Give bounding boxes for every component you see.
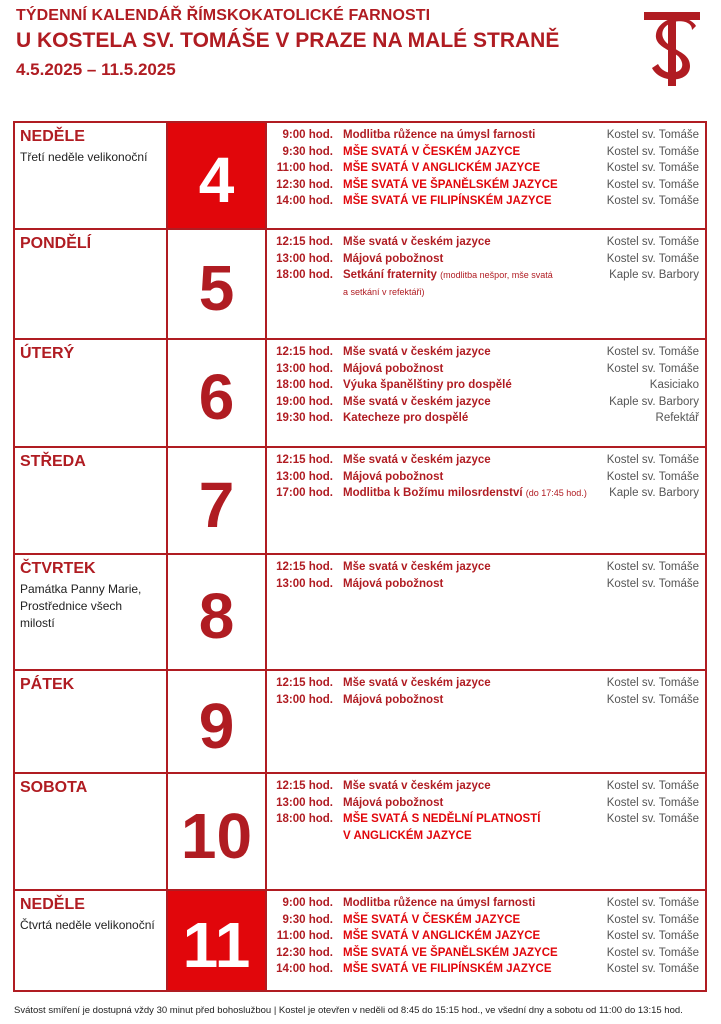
event-title-text: Setkání fraternity [343, 269, 437, 281]
event-item [273, 361, 699, 378]
event-title [343, 452, 491, 469]
day-name: STŘEDA [20, 453, 86, 470]
event-time: 9:30 hod. [282, 145, 333, 158]
event-title-text: MŠE SVATÁ V ČESKÉM JAZYCE [343, 145, 521, 158]
day-info [15, 555, 168, 669]
event-time: 12:15 hod. [276, 236, 333, 248]
event-title [343, 344, 491, 361]
event-title-text: Mše svatá v českém jazyce [343, 454, 491, 466]
event-time: 12:30 hod. [276, 946, 333, 959]
day-note: Památka Panny Marie, Prostřednice všech milostí [20, 582, 142, 630]
event-list [267, 555, 705, 669]
event-title-text: MŠE SVATÁ VE ŠPANĚLSKÉM JAZYCE [343, 946, 558, 959]
event-time: 14:00 hod. [276, 195, 333, 207]
event-title-text: MŠE SVATÁ V ANGLICKÉM JAZYCE [343, 930, 541, 942]
day-number: 10 [180, 799, 253, 872]
event-location: Kostel sv. Tomáše [606, 129, 699, 141]
day-number: 11 [182, 908, 251, 981]
event-time: 12:15 hod. [276, 780, 333, 792]
event-time: 18:00 hod. [276, 379, 333, 391]
day-info [15, 671, 168, 772]
event-title-text: Mše svatá v českém jazyce [343, 236, 491, 248]
day-info [15, 340, 168, 446]
event-time: 13:00 hod. [276, 470, 333, 483]
event-location: Kostel sv. Tomáše [606, 561, 699, 573]
event-location: Kostel sv. Tomáše [606, 946, 699, 959]
event-title [343, 251, 443, 268]
event-title-text: Mše svatá v českém jazyce [343, 346, 491, 358]
day-name: PÁTEK [20, 676, 75, 693]
event-title-text: Májová pobožnost [343, 693, 444, 706]
event-title [343, 692, 443, 709]
event-item [273, 559, 699, 576]
day-number: 7 [198, 468, 235, 541]
event-title [343, 469, 443, 486]
day-info [15, 774, 168, 889]
event-item [273, 675, 699, 692]
day-number-cell [168, 671, 267, 772]
event-item [273, 193, 699, 210]
day-info [15, 448, 168, 553]
event-item [273, 234, 699, 251]
event-title [343, 928, 540, 945]
event-item [273, 344, 699, 361]
event-item [273, 394, 699, 411]
event-time: 19:00 hod. [276, 395, 333, 408]
footer-note: Svátost smíření je dostupná vždy 30 minut před bohoslužbou | Kostel je otevřen v neděli od 8:45 do 15:15 hod., ve všední dny a sobotu od 11:00 do 13:15 hod. [14, 1005, 683, 1016]
day-number-cell [168, 555, 267, 669]
event-list [267, 774, 705, 889]
event-title-text: Výuka španělštiny pro dospělé [343, 379, 512, 391]
event-title-text: Májová pobožnost [343, 796, 444, 809]
event-location: Kostel sv. Tomáše [606, 470, 699, 483]
event-title [343, 559, 491, 576]
day-number-cell [168, 340, 267, 446]
event-title-text: Májová pobožnost [343, 252, 444, 265]
day-name: ÚTERÝ [20, 345, 75, 362]
event-location: Kostel sv. Tomáše [606, 677, 699, 689]
event-title-text: Mše svatá v českém jazyce [343, 561, 491, 573]
event-title-text: Májová pobožnost [343, 577, 444, 590]
event-title-text: Mše svatá v českém jazyce [343, 677, 491, 689]
header-line-2: U KOSTELA SV. TOMÁŠE V PRAZE NA MALÉ STRANĚ [16, 29, 560, 52]
event-title-text: MŠE SVATÁ VE FILIPÍNSKÉM JAZYCE [343, 963, 552, 975]
event-time: 11:00 hod. [276, 162, 333, 174]
event-title [343, 778, 491, 795]
event-title-line2: a setkání v refektáři) [343, 286, 425, 297]
event-item [273, 469, 699, 486]
event-title-text: MŠE SVATÁ V ANGLICKÉM JAZYCE [343, 162, 541, 174]
header-dates: 4.5.2025 – 11.5.2025 [16, 60, 176, 79]
event-location: Refektář [655, 412, 699, 424]
event-time: 13:00 hod. [276, 796, 333, 809]
event-item [273, 452, 699, 469]
day-name: PONDĚLÍ [20, 235, 92, 252]
event-list [267, 123, 705, 228]
event-item [273, 160, 699, 177]
event-title-text: Modlitba k Božímu milosrdenství [343, 487, 523, 499]
event-title-text: Modlitba růžence na úmysl farnosti [343, 129, 536, 141]
event-time: 13:00 hod. [276, 693, 333, 706]
day-row [15, 891, 705, 990]
event-time: 13:00 hod. [276, 362, 333, 375]
event-item [273, 377, 699, 394]
event-title-text: MŠE SVATÁ VE ŠPANĚLSKÉM JAZYCE [343, 178, 558, 191]
day-name: NEDĚLE [20, 896, 85, 913]
event-title [343, 160, 540, 177]
event-item [273, 576, 699, 593]
event-title [343, 675, 491, 692]
event-item [273, 811, 699, 844]
event-title [343, 193, 552, 210]
day-number: 5 [198, 252, 235, 324]
day-number: 8 [198, 580, 235, 652]
day-info [15, 230, 168, 338]
event-location: Kasiciako [649, 379, 699, 391]
event-location: Kostel sv. Tomáše [606, 963, 699, 975]
event-location: Kostel sv. Tomáše [606, 897, 699, 909]
day-row [15, 230, 705, 340]
day-number: 4 [198, 143, 235, 216]
day-number-cell [168, 230, 267, 338]
event-title [343, 361, 443, 378]
event-location: Kostel sv. Tomáše [606, 693, 699, 706]
day-number-cell [168, 774, 267, 889]
parish-logo [638, 8, 706, 90]
day-number: 6 [198, 361, 235, 433]
event-item [273, 692, 699, 709]
event-item [273, 945, 699, 962]
event-item [273, 267, 699, 300]
event-title [343, 127, 535, 144]
event-location: Kostel sv. Tomáše [606, 796, 699, 809]
event-note: (modlitba nešpor, mše svatá [440, 270, 553, 280]
event-location: Kostel sv. Tomáše [606, 252, 699, 265]
event-location: Kostel sv. Tomáše [606, 362, 699, 375]
event-title [343, 234, 491, 251]
event-location: Kaple sv. Barbory [609, 395, 699, 408]
day-name: ČTVRTEK [20, 560, 96, 577]
event-location: Kostel sv. Tomáše [606, 577, 699, 590]
day-number: 9 [198, 689, 235, 762]
day-number-cell [168, 448, 267, 553]
event-title [343, 377, 512, 394]
event-item [273, 485, 699, 502]
day-name: NEDĚLE [20, 128, 85, 145]
event-time: 9:30 hod. [282, 913, 333, 926]
event-time: 14:00 hod. [276, 963, 333, 975]
week-calendar [13, 121, 707, 992]
event-location: Kostel sv. Tomáše [606, 162, 699, 174]
event-title [343, 410, 468, 427]
event-time: 12:15 hod. [276, 454, 333, 466]
event-item [273, 778, 699, 795]
event-title-text: Májová pobožnost [343, 362, 444, 375]
day-number-cell [168, 891, 267, 990]
event-title [343, 394, 491, 411]
event-time: 12:15 hod. [276, 346, 333, 358]
event-item [273, 961, 699, 978]
day-note: Čtvrtá neděle velikonoční [20, 918, 155, 932]
event-location: Kostel sv. Tomáše [606, 236, 699, 248]
event-title [343, 895, 535, 912]
event-list [267, 340, 705, 446]
event-time: 12:15 hod. [276, 561, 333, 573]
event-time: 13:00 hod. [276, 577, 333, 590]
day-number-cell [168, 123, 267, 228]
event-time: 12:30 hod. [276, 178, 333, 191]
event-title [343, 795, 443, 812]
event-title [343, 961, 552, 978]
header-line-1: TÝDENNÍ KALENDÁŘ ŘÍMSKOKATOLICKÉ FARNOSTI [16, 7, 431, 24]
event-time: 9:00 hod. [282, 897, 333, 909]
event-title [343, 177, 558, 194]
event-location: Kostel sv. Tomáše [606, 813, 699, 825]
event-location: Kostel sv. Tomáše [606, 780, 699, 792]
page-header [16, 6, 616, 81]
event-title-text: Katecheze pro dospělé [343, 412, 469, 424]
day-info [15, 123, 168, 228]
event-item [273, 928, 699, 945]
event-location: Kaple sv. Barbory [609, 269, 699, 281]
day-row [15, 671, 705, 774]
event-list [267, 230, 705, 338]
day-name: SOBOTA [20, 779, 88, 796]
event-item [273, 127, 699, 144]
event-title [343, 811, 540, 844]
event-item [273, 251, 699, 268]
event-time: 12:15 hod. [276, 677, 333, 689]
event-title-text: Modlitba růžence na úmysl farnosti [343, 897, 536, 909]
event-title [343, 267, 553, 300]
event-time: 9:00 hod. [282, 129, 333, 141]
event-location: Kostel sv. Tomáše [606, 346, 699, 358]
day-info [15, 891, 168, 990]
event-location: Kostel sv. Tomáše [606, 195, 699, 207]
event-title-text: MŠE SVATÁ VE FILIPÍNSKÉM JAZYCE [343, 195, 552, 207]
day-row [15, 555, 705, 671]
event-list [267, 891, 705, 990]
event-item [273, 912, 699, 929]
event-title-text: Májová pobožnost [343, 470, 444, 483]
day-row [15, 123, 705, 230]
event-location: Kostel sv. Tomáše [606, 454, 699, 466]
event-title [343, 576, 443, 593]
event-title-text: Mše svatá v českém jazyce [343, 395, 491, 408]
event-location: Kostel sv. Tomáše [606, 913, 699, 926]
event-location: Kostel sv. Tomáše [606, 145, 699, 158]
day-note: Třetí neděle velikonoční [20, 150, 148, 164]
event-title-text: Mše svatá v českém jazyce [343, 780, 491, 792]
event-item [273, 144, 699, 161]
day-row [15, 340, 705, 448]
event-time: 18:00 hod. [276, 269, 333, 281]
event-item [273, 895, 699, 912]
day-row [15, 448, 705, 555]
event-item [273, 410, 699, 427]
event-location: Kostel sv. Tomáše [606, 178, 699, 191]
event-time: 19:30 hod. [276, 412, 333, 424]
event-time: 17:00 hod. [276, 487, 333, 499]
event-title [343, 945, 558, 962]
event-item [273, 177, 699, 194]
event-title [343, 912, 520, 929]
event-item [273, 795, 699, 812]
event-title [343, 144, 520, 161]
event-title-line2: V ANGLICKÉM JAZYCE [343, 829, 472, 842]
event-list [267, 448, 705, 553]
event-title [343, 485, 587, 502]
event-title-text: MŠE SVATÁ V ČESKÉM JAZYCE [343, 913, 521, 926]
event-title-text: MŠE SVATÁ S NEDĚLNÍ PLATNOSTÍ [343, 813, 541, 825]
event-list [267, 671, 705, 772]
event-time: 18:00 hod. [276, 813, 333, 825]
day-row [15, 774, 705, 891]
event-note: (do 17:45 hod.) [525, 488, 587, 498]
event-time: 11:00 hod. [276, 930, 333, 942]
event-location: Kostel sv. Tomáše [606, 930, 699, 942]
event-location: Kaple sv. Barbory [609, 487, 699, 499]
event-time: 13:00 hod. [276, 252, 333, 265]
